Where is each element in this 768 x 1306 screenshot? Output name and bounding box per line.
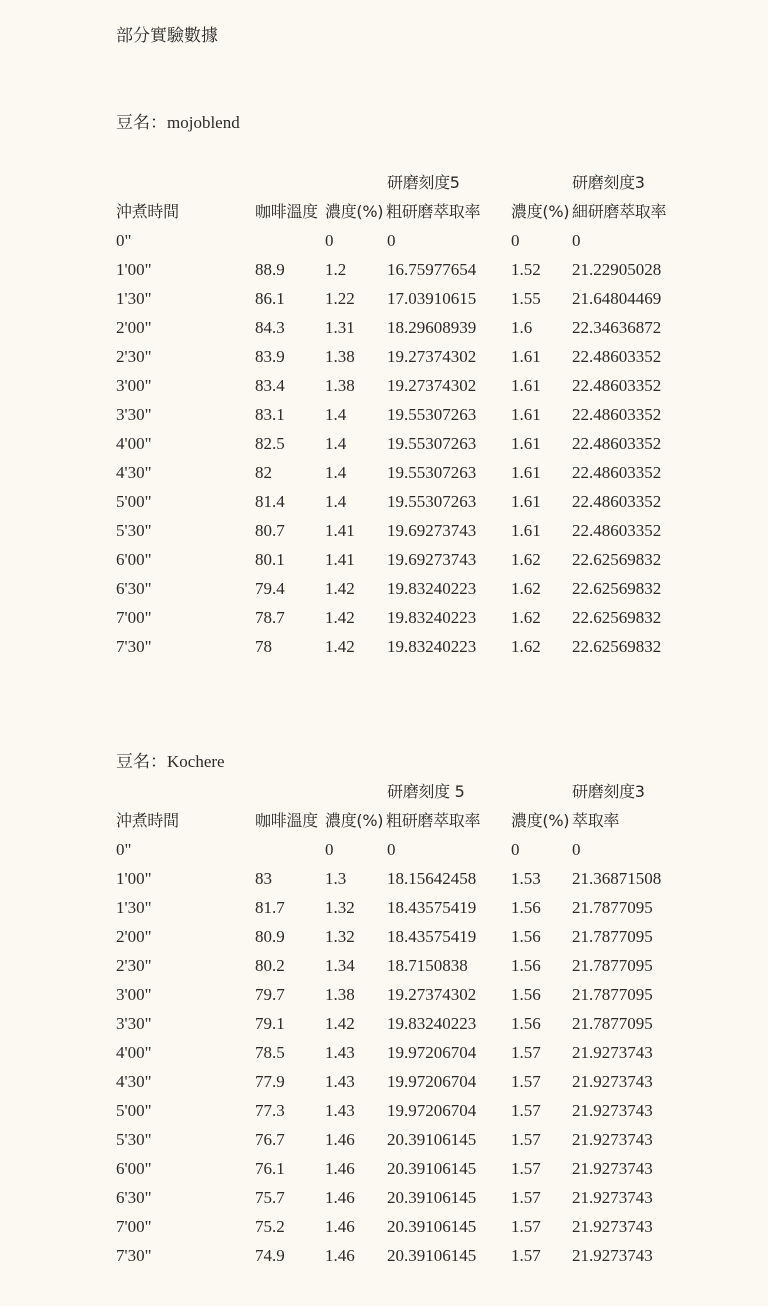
cell-concentration-coarse: 1.41 — [325, 521, 355, 540]
cell-temperature: 80.1 — [255, 550, 285, 569]
cell-brew-time: 6'00" — [116, 550, 152, 569]
cell-temperature: 84.3 — [255, 318, 285, 337]
col-header-temperature: 咖啡溫度 — [255, 811, 318, 830]
cell-concentration-fine: 1.61 — [511, 492, 541, 511]
cell-extraction-fine: 21.9273743 — [572, 1217, 653, 1236]
grind-header-row — [116, 777, 736, 806]
cell-concentration-coarse: 1.32 — [325, 927, 355, 946]
cell-extraction-coarse: 19.69273743 — [387, 550, 477, 569]
col-header-brew-time: 沖煮時間 — [116, 811, 179, 830]
table-row — [116, 1212, 736, 1241]
cell-extraction-fine: 22.62569832 — [572, 579, 662, 598]
cell-concentration-fine: 0 — [511, 231, 520, 250]
cell-temperature: 76.1 — [255, 1159, 285, 1178]
cell-brew-time: 7'30" — [116, 1246, 152, 1265]
cell-extraction-fine: 22.48603352 — [572, 347, 662, 366]
cell-brew-time: 1'00" — [116, 260, 152, 279]
cell-extraction-coarse: 18.29608939 — [387, 318, 477, 337]
cell-brew-time: 3'00" — [116, 376, 152, 395]
cell-temperature: 79.7 — [255, 985, 285, 1004]
cell-brew-time: 7'30" — [116, 637, 152, 656]
cell-temperature: 78.7 — [255, 608, 285, 627]
cell-extraction-fine: 22.62569832 — [572, 637, 662, 656]
col-header-concentration-fine: 濃度(%) — [511, 202, 570, 221]
cell-temperature: 77.9 — [255, 1072, 285, 1091]
cell-extraction-coarse: 19.55307263 — [387, 463, 477, 482]
cell-concentration-coarse: 1.2 — [325, 260, 347, 279]
col-header-extraction-fine: 萃取率 — [572, 811, 620, 830]
cell-concentration-fine: 1.57 — [511, 1043, 541, 1062]
cell-extraction-fine: 22.48603352 — [572, 405, 662, 424]
cell-extraction-coarse: 0 — [387, 840, 396, 859]
cell-extraction-coarse: 19.83240223 — [387, 608, 477, 627]
column-header-row — [116, 806, 736, 835]
cell-temperature: 75.2 — [255, 1217, 285, 1236]
col-header-concentration-coarse: 濃度(%) — [325, 202, 384, 221]
cell-concentration-coarse: 1.42 — [325, 579, 355, 598]
cell-temperature: 83.4 — [255, 376, 285, 395]
cell-extraction-coarse: 18.7150838 — [387, 956, 468, 975]
cell-temperature: 81.4 — [255, 492, 285, 511]
cell-concentration-fine: 1.62 — [511, 608, 541, 627]
cell-extraction-coarse: 19.55307263 — [387, 492, 477, 511]
data-rows — [116, 835, 736, 1270]
cell-extraction-coarse: 17.03910615 — [387, 289, 477, 308]
cell-temperature: 83.1 — [255, 405, 285, 424]
cell-temperature: 75.7 — [255, 1188, 285, 1207]
cell-concentration-fine: 1.57 — [511, 1217, 541, 1236]
cell-concentration-coarse: 1.42 — [325, 637, 355, 656]
table-row — [116, 400, 736, 429]
cell-concentration-coarse: 0 — [325, 840, 334, 859]
cell-brew-time: 4'30" — [116, 463, 152, 482]
cell-extraction-coarse: 20.39106145 — [387, 1159, 477, 1178]
cell-extraction-coarse: 16.75977654 — [387, 260, 477, 279]
cell-concentration-coarse: 1.38 — [325, 376, 355, 395]
cell-extraction-coarse: 19.69273743 — [387, 521, 477, 540]
cell-extraction-coarse: 19.83240223 — [387, 637, 477, 656]
cell-concentration-coarse: 1.46 — [325, 1130, 355, 1149]
cell-brew-time: 4'00" — [116, 1043, 152, 1062]
table-row — [116, 458, 736, 487]
bean-name-heading — [116, 111, 736, 135]
cell-concentration-coarse: 1.46 — [325, 1217, 355, 1236]
cell-temperature: 83.9 — [255, 347, 285, 366]
cell-temperature: 78 — [255, 637, 272, 656]
cell-extraction-coarse: 19.27374302 — [387, 376, 477, 395]
cell-concentration-fine: 1.52 — [511, 260, 541, 279]
cell-extraction-fine: 22.48603352 — [572, 434, 662, 453]
cell-extraction-coarse: 19.55307263 — [387, 434, 477, 453]
table-row — [116, 1096, 736, 1125]
cell-concentration-coarse: 1.46 — [325, 1159, 355, 1178]
cell-concentration-fine: 1.57 — [511, 1101, 541, 1120]
table-row — [116, 603, 736, 632]
table-row — [116, 1038, 736, 1067]
cell-brew-time: 2'30" — [116, 956, 152, 975]
cell-concentration-fine: 1.61 — [511, 347, 541, 366]
cell-extraction-fine: 21.9273743 — [572, 1159, 653, 1178]
table-row — [116, 226, 736, 255]
col-header-extraction-coarse: 粗研磨萃取率 — [386, 811, 481, 830]
table-row — [116, 1183, 736, 1212]
cell-concentration-fine: 1.56 — [511, 1014, 541, 1033]
cell-brew-time: 5'00" — [116, 492, 152, 511]
col-header-concentration-fine: 濃度(%) — [511, 811, 570, 830]
cell-temperature: 80.7 — [255, 521, 285, 540]
cell-temperature: 78.5 — [255, 1043, 285, 1062]
cell-extraction-fine: 21.36871508 — [572, 869, 662, 888]
table-row — [116, 574, 736, 603]
cell-concentration-fine: 1.61 — [511, 434, 541, 453]
cell-extraction-fine: 21.22905028 — [572, 260, 662, 279]
cell-extraction-coarse: 0 — [387, 231, 396, 250]
cell-concentration-fine: 1.62 — [511, 550, 541, 569]
table-row — [116, 951, 736, 980]
cell-brew-time: 3'00" — [116, 985, 152, 1004]
table-row — [116, 342, 736, 371]
cell-extraction-coarse: 19.97206704 — [387, 1101, 477, 1120]
cell-temperature: 82.5 — [255, 434, 285, 453]
cell-extraction-fine: 22.34636872 — [572, 318, 662, 337]
cell-concentration-fine: 1.53 — [511, 869, 541, 888]
cell-extraction-fine: 21.9273743 — [572, 1043, 653, 1062]
cell-brew-time: 6'00" — [116, 1159, 152, 1178]
cell-concentration-coarse: 1.42 — [325, 1014, 355, 1033]
cell-brew-time: 2'00" — [116, 927, 152, 946]
cell-extraction-fine: 22.48603352 — [572, 492, 662, 511]
table-row — [116, 1125, 736, 1154]
cell-extraction-coarse: 20.39106145 — [387, 1246, 477, 1265]
cell-extraction-fine: 21.7877095 — [572, 898, 653, 917]
cell-extraction-fine: 21.9273743 — [572, 1101, 653, 1120]
col-header-concentration-coarse: 濃度(%) — [325, 811, 384, 830]
column-header-row — [116, 197, 736, 226]
cell-concentration-fine: 1.57 — [511, 1130, 541, 1149]
grind-setting-fine: 研磨刻度3 — [572, 782, 645, 801]
cell-brew-time: 7'00" — [116, 608, 152, 627]
cell-concentration-coarse: 1.41 — [325, 550, 355, 569]
cell-extraction-fine: 22.48603352 — [572, 463, 662, 482]
cell-extraction-fine: 22.62569832 — [572, 608, 662, 627]
cell-temperature: 82 — [255, 463, 272, 482]
data-rows — [116, 226, 736, 661]
grind-setting-fine: 研磨刻度3 — [572, 173, 645, 192]
cell-concentration-coarse: 1.32 — [325, 898, 355, 917]
table-row — [116, 1067, 736, 1096]
cell-concentration-fine: 1.57 — [511, 1072, 541, 1091]
cell-brew-time: 1'30" — [116, 898, 152, 917]
cell-concentration-fine: 1.6 — [511, 318, 533, 337]
col-header-extraction-fine: 細研磨萃取率 — [572, 202, 667, 221]
col-header-temperature: 咖啡溫度 — [255, 202, 318, 221]
cell-temperature: 80.9 — [255, 927, 285, 946]
cell-concentration-fine: 1.57 — [511, 1159, 541, 1178]
cell-brew-time: 5'00" — [116, 1101, 152, 1120]
cell-concentration-fine: 1.56 — [511, 898, 541, 917]
cell-concentration-coarse: 1.34 — [325, 956, 355, 975]
cell-extraction-coarse: 20.39106145 — [387, 1188, 477, 1207]
cell-brew-time: 4'30" — [116, 1072, 152, 1091]
cell-concentration-coarse: 1.43 — [325, 1101, 355, 1120]
cell-extraction-fine: 21.7877095 — [572, 985, 653, 1004]
cell-extraction-coarse: 20.39106145 — [387, 1217, 477, 1236]
grind-setting-coarse: 研磨刻度5 — [387, 173, 460, 192]
cell-brew-time: 7'00" — [116, 1217, 152, 1236]
table-row — [116, 487, 736, 516]
cell-temperature: 79.1 — [255, 1014, 285, 1033]
cell-brew-time: 6'30" — [116, 1188, 152, 1207]
cell-temperature: 76.7 — [255, 1130, 285, 1149]
cell-temperature: 88.9 — [255, 260, 285, 279]
table-row — [116, 284, 736, 313]
cell-extraction-fine: 21.9273743 — [572, 1188, 653, 1207]
cell-temperature: 81.7 — [255, 898, 285, 917]
table-row — [116, 922, 736, 951]
cell-concentration-fine: 0 — [511, 840, 520, 859]
cell-concentration-fine: 1.62 — [511, 637, 541, 656]
cell-brew-time: 4'00" — [116, 434, 152, 453]
table-row — [116, 255, 736, 284]
cell-extraction-fine: 21.7877095 — [572, 927, 653, 946]
cell-extraction-coarse: 19.97206704 — [387, 1072, 477, 1091]
cell-concentration-fine: 1.61 — [511, 405, 541, 424]
cell-extraction-coarse: 19.83240223 — [387, 579, 477, 598]
cell-extraction-coarse: 18.43575419 — [387, 927, 477, 946]
cell-concentration-coarse: 1.38 — [325, 347, 355, 366]
cell-brew-time: 1'30" — [116, 289, 152, 308]
cell-extraction-coarse: 19.83240223 — [387, 1014, 477, 1033]
cell-brew-time: 6'30" — [116, 579, 152, 598]
cell-concentration-coarse: 1.31 — [325, 318, 355, 337]
table-row — [116, 313, 736, 342]
cell-concentration-fine: 1.57 — [511, 1188, 541, 1207]
table-row — [116, 545, 736, 574]
cell-concentration-coarse: 1.4 — [325, 492, 347, 511]
cell-brew-time: 3'30" — [116, 1014, 152, 1033]
cell-concentration-coarse: 1.22 — [325, 289, 355, 308]
table-row — [116, 371, 736, 400]
cell-extraction-fine: 21.9273743 — [572, 1072, 653, 1091]
cell-extraction-fine: 22.48603352 — [572, 376, 662, 395]
cell-brew-time: 5'30" — [116, 521, 152, 540]
cell-temperature: 86.1 — [255, 289, 285, 308]
table-row — [116, 516, 736, 545]
cell-concentration-coarse: 1.43 — [325, 1072, 355, 1091]
cell-concentration-coarse: 1.42 — [325, 608, 355, 627]
table-row — [116, 893, 736, 922]
cell-extraction-fine: 22.48603352 — [572, 521, 662, 540]
cell-temperature: 79.4 — [255, 579, 285, 598]
cell-brew-time: 3'30" — [116, 405, 152, 424]
cell-extraction-fine: 0 — [572, 231, 581, 250]
grind-setting-coarse: 研磨刻度 5 — [387, 782, 465, 801]
cell-extraction-fine: 21.7877095 — [572, 1014, 653, 1033]
bean-name-heading — [116, 750, 736, 774]
cell-extraction-fine: 21.9273743 — [572, 1246, 653, 1265]
cell-brew-time: 2'30" — [116, 347, 152, 366]
cell-concentration-fine: 1.56 — [511, 985, 541, 1004]
cell-concentration-fine: 1.62 — [511, 579, 541, 598]
table-row — [116, 429, 736, 458]
cell-brew-time: 2'00" — [116, 318, 152, 337]
cell-temperature: 77.3 — [255, 1101, 285, 1120]
cell-extraction-fine: 21.7877095 — [572, 956, 653, 975]
bean-section-mojoblend — [116, 111, 736, 661]
table-row — [116, 980, 736, 1009]
cell-extraction-fine: 21.64804469 — [572, 289, 662, 308]
cell-brew-time: 0" — [116, 840, 132, 859]
cell-extraction-fine: 22.62569832 — [572, 550, 662, 569]
cell-brew-time: 1'00" — [116, 869, 152, 888]
cell-concentration-coarse: 1.46 — [325, 1246, 355, 1265]
cell-concentration-coarse: 1.38 — [325, 985, 355, 1004]
table-row — [116, 1154, 736, 1183]
cell-temperature: 74.9 — [255, 1246, 285, 1265]
cell-extraction-coarse: 20.39106145 — [387, 1130, 477, 1149]
col-header-brew-time: 沖煮時間 — [116, 202, 179, 221]
cell-extraction-coarse: 18.15642458 — [387, 869, 477, 888]
cell-extraction-coarse: 19.27374302 — [387, 985, 477, 1004]
cell-temperature: 80.2 — [255, 956, 285, 975]
table-row — [116, 632, 736, 661]
cell-temperature: 83 — [255, 869, 272, 888]
table-row — [116, 835, 736, 864]
cell-brew-time: 0" — [116, 231, 132, 250]
cell-extraction-coarse: 19.97206704 — [387, 1043, 477, 1062]
cell-extraction-fine: 0 — [572, 840, 581, 859]
cell-extraction-coarse: 19.55307263 — [387, 405, 477, 424]
table-row — [116, 1241, 736, 1270]
cell-brew-time: 5'30" — [116, 1130, 152, 1149]
page-title: 部分實驗數據 — [116, 26, 218, 46]
table-row — [116, 1009, 736, 1038]
cell-concentration-fine: 1.56 — [511, 927, 541, 946]
cell-concentration-fine: 1.61 — [511, 521, 541, 540]
cell-concentration-coarse: 0 — [325, 231, 334, 250]
cell-concentration-coarse: 1.3 — [325, 869, 347, 888]
cell-extraction-coarse: 19.27374302 — [387, 347, 477, 366]
cell-concentration-fine: 1.55 — [511, 289, 541, 308]
bean-section-kochere — [116, 750, 736, 1270]
cell-concentration-coarse: 1.46 — [325, 1188, 355, 1207]
grind-header-row — [116, 168, 736, 197]
cell-extraction-coarse: 18.43575419 — [387, 898, 477, 917]
bean-name-label: 豆名： — [116, 752, 167, 772]
cell-concentration-coarse: 1.43 — [325, 1043, 355, 1062]
cell-concentration-fine: 1.61 — [511, 376, 541, 395]
cell-concentration-fine: 1.56 — [511, 956, 541, 975]
cell-concentration-coarse: 1.4 — [325, 434, 347, 453]
cell-concentration-coarse: 1.4 — [325, 463, 347, 482]
col-header-extraction-coarse: 粗研磨萃取率 — [386, 202, 481, 221]
table-row — [116, 864, 736, 893]
cell-concentration-coarse: 1.4 — [325, 405, 347, 424]
bean-name-value: mojoblend — [167, 113, 240, 132]
bean-name-label: 豆名： — [116, 113, 167, 133]
bean-name-value: Kochere — [167, 752, 225, 771]
cell-extraction-fine: 21.9273743 — [572, 1130, 653, 1149]
cell-concentration-fine: 1.61 — [511, 463, 541, 482]
cell-concentration-fine: 1.57 — [511, 1246, 541, 1265]
